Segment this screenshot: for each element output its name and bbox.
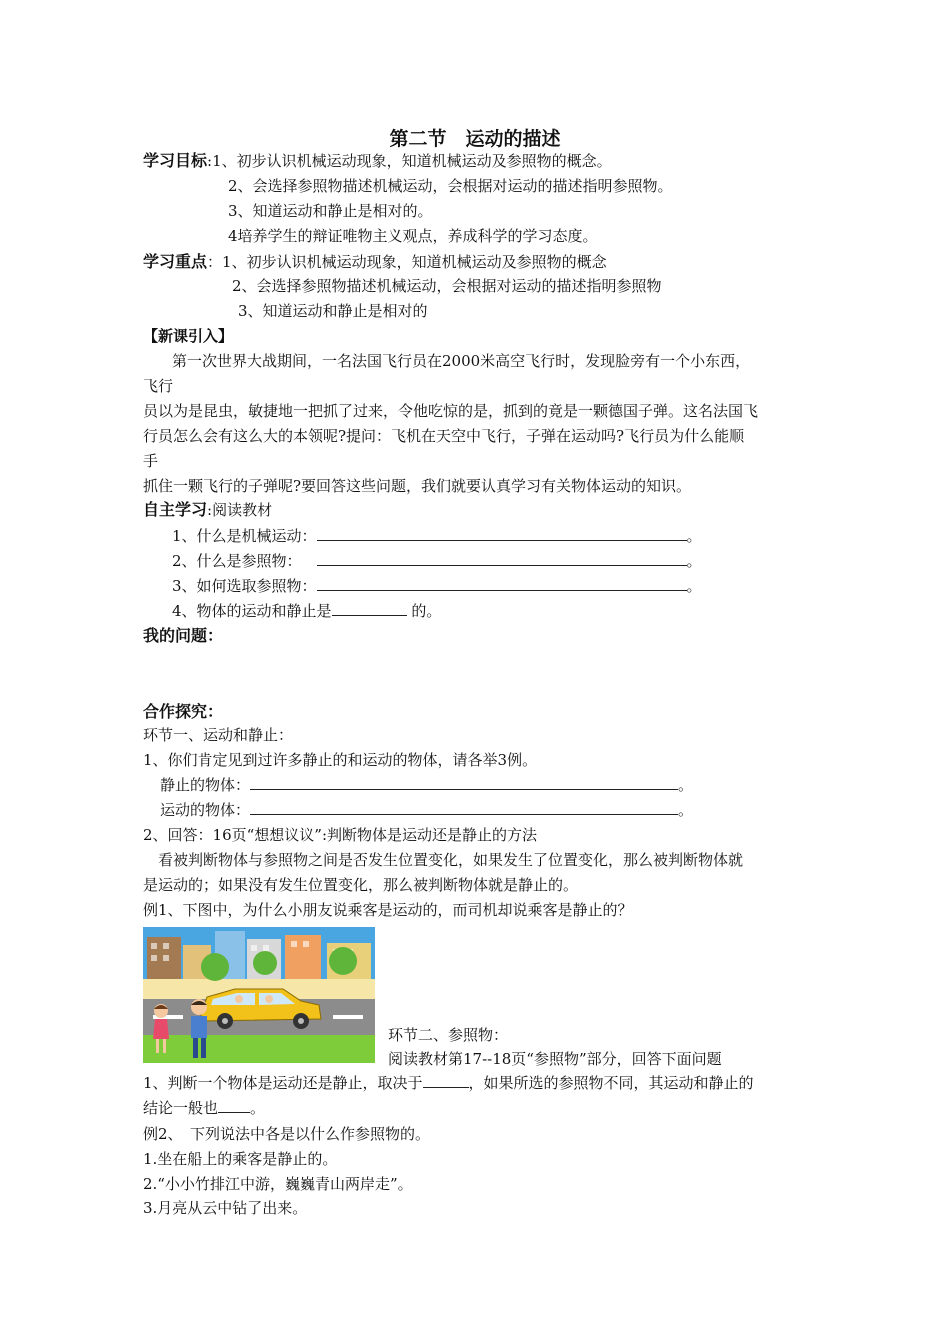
coop-q1: 1、你们肯定见到过许多静止的和运动的物体，请各举3例。 [143,751,538,769]
self-q3-text: 3、如何选取参照物： [172,577,317,595]
coop-section2: 环节二、参照物： [388,1026,509,1044]
street-scene-illustration [143,927,375,1063]
q3-text-d: 。 [250,1099,266,1117]
self-q4 [172,601,441,621]
self-q2-text: 2、什么是参照物： [172,552,302,570]
self-study-heading: 自主学习 [143,500,208,519]
coop-section1: 环节一、运动和静止： [143,726,294,744]
self-q2-end: 。 [686,552,702,570]
grass [143,1035,375,1063]
focus-item-2: 2、会选择参照物描述机械运动，会根据对运动的描述指明参照物 [232,277,662,295]
tree [329,947,357,975]
self-q2-blank[interactable] [317,551,687,566]
q3-line-2 [143,1098,265,1118]
still-end: 。 [678,776,694,794]
tree [253,951,277,975]
moving-label: 运动的物体： [160,801,251,819]
still-row [160,775,693,795]
intro-line-5: 手 [143,452,159,470]
q3-line-1 [143,1073,754,1093]
goal-item-1: 1、初步认识机械运动现象，知道机械运动及参照物的概念。 [212,152,612,170]
q3-text-b: ，如果所选的参照物不同，其运动和静止的 [468,1074,754,1092]
focus-sep: ： [207,253,223,271]
self-q3 [172,576,702,596]
self-q1 [172,526,702,546]
self-q4-text: 4、物体的运动和静止是 [172,602,332,620]
example-2: 例2、 下列说法中各是以什么作参照物的。 [143,1125,431,1143]
self-q1-text: 1、什么是机械运动： [172,527,317,545]
method-line-2: 是运动的；如果没有发生位置变化，那么被判断物体就是静止的。 [143,876,579,894]
intro-line-1: 第一次世界大战期间，一名法国飞行员在2000米高空飞行时，发现脸旁有一个小东西， [172,352,751,370]
q3-blank-1[interactable] [423,1073,469,1088]
self-q3-blank[interactable] [317,576,687,591]
method-line-1: 看被判断物体与参照物之间是否发生位置变化，如果发生了位置变化，那么被判断物体就 [158,851,744,869]
intro-heading: 【新课引入】 [143,327,234,345]
intro-line-4: 行员怎么会有这么大的本领呢?提问：飞机在天空中飞行，子弹在运动吗?飞行员为什么能顺 [143,427,745,445]
moving-row [160,800,693,820]
intro-line-6: 抓住一颗飞行的子弹呢?要回答这些问题，我们就要认真学习有关物体运动的知识。 [143,477,692,495]
self-study-row [143,500,272,520]
self-study-suffix: :阅读教材 [207,501,273,519]
focus-heading: 学习重点 [143,252,208,271]
still-label: 静止的物体： [160,776,251,794]
goal-item-2: 2、会选择参照物描述机械运动，会根据对运动的描述指明参照物。 [228,177,673,195]
statement-2: 2.“小小竹排江中游，巍巍青山两岸走”。 [143,1175,413,1193]
focus-item-3: 3、知道运动和静止是相对的 [238,302,428,320]
intro-line-2: 飞行 [143,377,174,395]
tree [201,953,229,981]
goals-sep: : [207,152,213,170]
self-q2 [172,551,702,571]
self-q4-end: 的。 [406,602,442,620]
statement-1: 1.坐在船上的乘客是静止的。 [143,1150,338,1168]
moving-end: 。 [678,801,694,819]
self-q1-end: 。 [686,527,702,545]
intro-line-3: 员以为是昆虫，敏捷地一把抓了过来，令他吃惊的是，抓到的竟是一颗德国子弹。这名法国飞 [143,402,759,420]
q3-text-c: 结论一般也 [143,1099,219,1117]
goal-item-4: 4培养学生的辩证唯物主义观点，养成科学的学习态度。 [228,227,598,245]
moving-blank[interactable] [250,800,678,815]
self-q4-blank[interactable] [332,601,407,616]
focus-row-1 [143,252,607,272]
still-blank[interactable] [250,775,678,790]
read-note: 阅读教材第17--18页“参照物”部分，回答下面问题 [388,1050,722,1068]
focus-item-1: 1、初步认识机械运动现象，知道机械运动及参照物的概念 [222,253,607,271]
goals-heading: 学习目标 [143,151,208,170]
goals-row-1 [143,151,612,171]
page-title: 第二节 运动的描述 [389,128,561,150]
goal-item-3: 3、知道运动和静止是相对的。 [228,202,433,220]
coop-q2: 2、回答：16页“想想议议”:判断物体是运动还是静止的方法 [143,826,538,844]
my-questions-heading: 我的问题： [143,626,224,645]
self-q3-end: 。 [686,577,702,595]
self-q1-blank[interactable] [317,526,687,541]
statement-3: 3.月亮从云中钻了出来。 [143,1199,308,1217]
example-1: 例1、下图中，为什么小朋友说乘客是运动的，而司机却说乘客是静止的？ [143,901,633,919]
q3-blank-2[interactable] [218,1098,250,1113]
coop-heading: 合作探究： [143,702,224,721]
q3-text-a: 1、判断一个物体是运动还是静止，取决于 [143,1074,423,1092]
